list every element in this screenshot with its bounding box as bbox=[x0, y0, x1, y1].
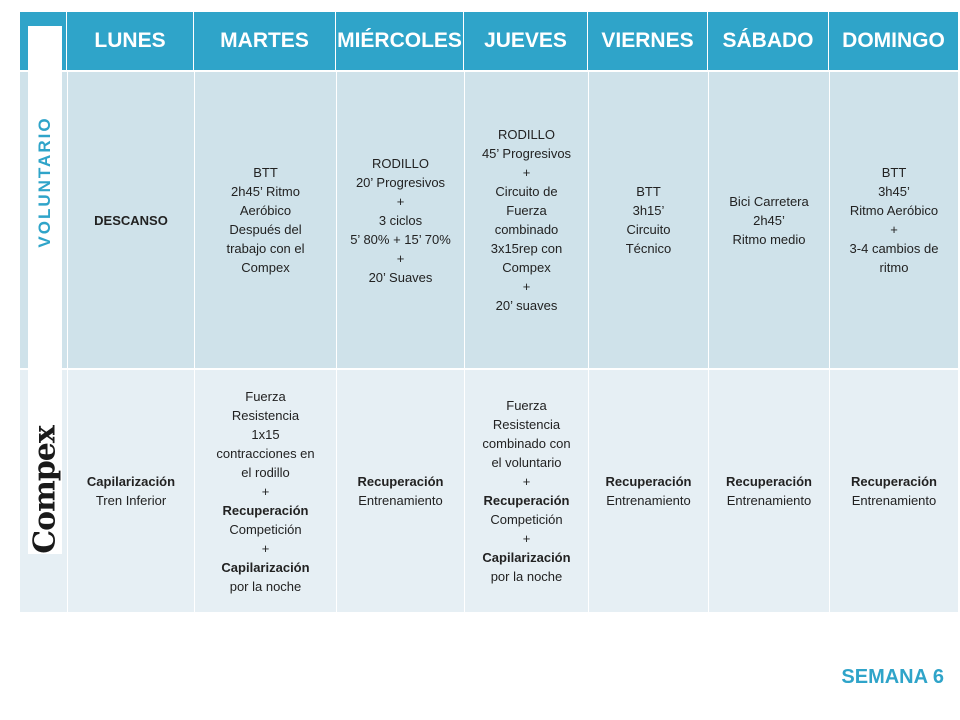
line: Tren Inferior bbox=[95, 493, 167, 508]
line: Recuperación bbox=[357, 474, 444, 489]
line: combinado con bbox=[482, 436, 571, 451]
line: 3 ciclos bbox=[378, 212, 423, 228]
cell-compex-martes bbox=[194, 370, 336, 612]
line: Compex bbox=[502, 260, 551, 275]
line: por la noche bbox=[490, 569, 563, 584]
header-sabado: SÁBADO bbox=[708, 12, 829, 70]
cell-voluntario-viernes bbox=[588, 72, 708, 368]
line: contracciones en bbox=[216, 445, 315, 461]
line: BTT bbox=[253, 165, 278, 180]
cell-voluntario-miercoles bbox=[336, 72, 464, 368]
cell-voluntario-sabado bbox=[708, 72, 829, 368]
line: 2h45’ bbox=[753, 212, 785, 228]
line: Resistencia bbox=[492, 417, 561, 432]
compex-logo: Compex bbox=[27, 426, 63, 554]
header-miercoles: MIÉRCOLES bbox=[336, 12, 464, 70]
line: Entrenamiento bbox=[851, 493, 937, 508]
line: Recuperación bbox=[605, 474, 692, 489]
line: 5’ 80% + 15’ 70% bbox=[350, 231, 451, 247]
cell-compex-domingo bbox=[829, 370, 958, 612]
line: Aeróbico bbox=[239, 203, 292, 218]
cell-compex-sabado bbox=[708, 370, 829, 612]
line: el voluntario bbox=[491, 455, 562, 470]
line: 20’ Progresivos bbox=[355, 174, 446, 190]
line: Circuito de bbox=[495, 184, 558, 199]
line: ritmo bbox=[879, 260, 909, 275]
line: 45’ Progresivos bbox=[481, 146, 572, 161]
line: 1x15 bbox=[251, 426, 280, 442]
voluntario-label: VOLUNTARIO bbox=[35, 116, 54, 248]
line: Fuerza bbox=[506, 398, 547, 413]
cell-voluntario-lunes: DESCANSO bbox=[67, 72, 194, 368]
header-lunes: LUNES bbox=[67, 12, 194, 70]
line: Entrenamiento bbox=[606, 493, 691, 508]
line: el rodillo bbox=[241, 464, 290, 480]
cell-compex-miercoles bbox=[336, 370, 464, 612]
line: 2h45’ Ritmo bbox=[231, 184, 300, 199]
line: Circuito bbox=[626, 222, 671, 237]
line: Competición bbox=[229, 521, 302, 537]
week-label: SEMANA 6 bbox=[841, 666, 944, 688]
line: 3x15rep con bbox=[490, 241, 563, 256]
voluntario-row bbox=[20, 72, 958, 368]
cell-voluntario-domingo bbox=[829, 72, 958, 368]
line: 3-4 cambios de bbox=[849, 241, 939, 256]
line: Ritmo medio bbox=[732, 231, 806, 247]
header-viernes: VIERNES bbox=[588, 12, 708, 70]
line: Capilarización bbox=[482, 550, 571, 565]
line: Entrenamiento bbox=[358, 493, 443, 508]
line: Recuperación bbox=[222, 502, 309, 518]
line: Fuerza bbox=[506, 203, 547, 218]
line: + bbox=[522, 474, 531, 489]
line: Bici Carretera bbox=[729, 193, 809, 209]
weekly-training-table bbox=[20, 12, 958, 612]
compex-row bbox=[20, 370, 958, 612]
line: Recuperación bbox=[483, 493, 570, 508]
cell-compex-viernes bbox=[588, 370, 708, 612]
line: RODILLO bbox=[371, 155, 430, 171]
line: Capilarización bbox=[86, 474, 176, 489]
line: Recuperación bbox=[726, 474, 812, 489]
line: Recuperación bbox=[851, 474, 937, 489]
line: Ritmo Aeróbico bbox=[849, 203, 939, 218]
line: + bbox=[522, 531, 531, 546]
line: BTT bbox=[881, 165, 907, 180]
line: Resistencia bbox=[231, 407, 300, 423]
line: Entrenamiento bbox=[726, 493, 812, 508]
cell-compex-lunes bbox=[67, 370, 194, 612]
header-row bbox=[20, 12, 958, 70]
line: RODILLO bbox=[497, 127, 556, 142]
line: Capilarización bbox=[221, 559, 310, 575]
header-domingo: DOMINGO bbox=[829, 12, 958, 70]
line: + bbox=[396, 250, 405, 266]
line: 3h15’ bbox=[632, 203, 665, 218]
line: BTT bbox=[636, 184, 661, 199]
cell-voluntario-martes bbox=[194, 72, 336, 368]
line: por la noche bbox=[229, 578, 302, 594]
header-martes: MARTES bbox=[194, 12, 336, 70]
header-jueves: JUEVES bbox=[464, 12, 588, 70]
line: + bbox=[522, 165, 531, 180]
line: combinado bbox=[494, 222, 559, 237]
cell-compex-jueves bbox=[464, 370, 588, 612]
line: + bbox=[261, 540, 270, 556]
line: + bbox=[890, 222, 898, 237]
line: + bbox=[396, 193, 405, 209]
line: Compex bbox=[241, 260, 290, 275]
line: + bbox=[522, 279, 531, 294]
line: 20’ suaves bbox=[495, 298, 558, 313]
line: Competición bbox=[490, 512, 563, 527]
line: Después del bbox=[229, 222, 302, 237]
line: Fuerza bbox=[245, 388, 286, 404]
line: 20’ Suaves bbox=[368, 269, 433, 285]
line: trabajo con el bbox=[226, 241, 305, 256]
line: Técnico bbox=[625, 241, 672, 256]
line: + bbox=[261, 483, 270, 499]
line: 3h45’ bbox=[878, 184, 910, 199]
cell-voluntario-jueves bbox=[464, 72, 588, 368]
